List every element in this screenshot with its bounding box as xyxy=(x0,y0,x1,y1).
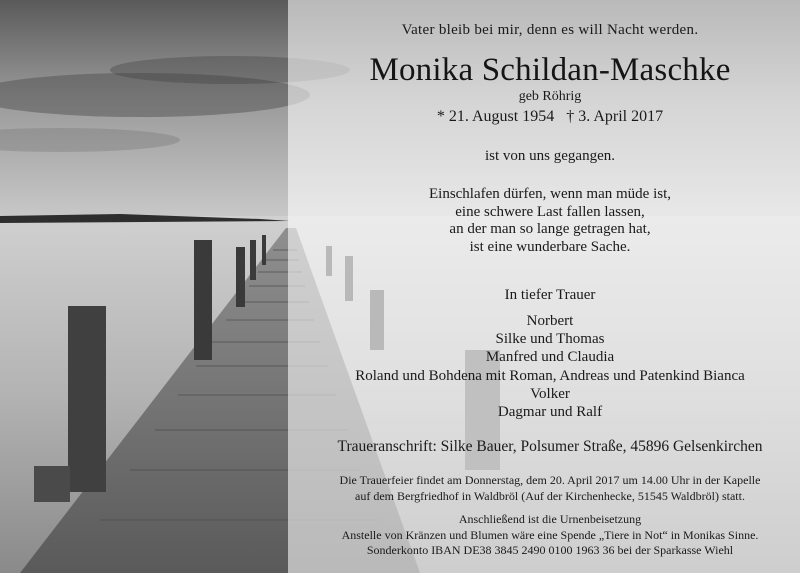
urn-donation-info xyxy=(300,512,800,559)
poem-line: an der man so lange getragen hat, xyxy=(449,221,651,237)
mourner-name: Norbert xyxy=(526,313,574,329)
mourner-name: Volker xyxy=(530,385,570,402)
mourners-list xyxy=(300,312,800,421)
bank-account-line: Sonderkonto IBAN DE38 3845 2490 0100 1963 36 bei der Sparkasse Wiehl xyxy=(366,543,734,557)
birth-name: geb Röhrig xyxy=(518,89,582,104)
obituary-text xyxy=(300,0,800,573)
funeral-line: auf dem Bergfriedhof in Waldbröl (Auf der Kirchenhecke, 51545 Waldbröl) statt. xyxy=(355,488,745,503)
poem-line: eine schwere Last fallen lassen, xyxy=(455,203,645,220)
mourner-name: Dagmar und Ralf xyxy=(497,404,603,421)
mourner-name: Manfred und Claudia xyxy=(485,349,615,366)
life-dates: * 21. August 1954 † 3. April 2017 xyxy=(436,108,664,125)
funeral-info xyxy=(300,473,800,504)
funeral-line: Die Trauerfeier findet am Donnerstag, dem 20. April 2017 um 14.00 Uhr in der Kapelle xyxy=(339,473,761,487)
poem-line: ist eine wunderbare Sache. xyxy=(469,238,631,255)
mourning-heading: In tiefer Trauer xyxy=(504,287,596,303)
donation-line: Anstelle von Kränzen und Blumen wäre eine Spende „Tiere in Not“ in Monikas Sinne. xyxy=(341,527,759,542)
mourner-name: Silke und Thomas xyxy=(495,331,605,348)
poem-line: Einschlafen dürfen, wenn man müde ist, xyxy=(428,186,671,202)
deceased-name: Monika Schildan-Maschke xyxy=(369,52,731,88)
condolence-address: Traueranschrift: Silke Bauer, Polsumer Straße, 45896 Gelsenkirchen xyxy=(337,438,763,455)
urn-line: Anschließend ist die Urnenbeisetzung xyxy=(458,512,642,526)
passed-away-text: ist von uns gegangen. xyxy=(485,148,615,164)
mourner-name: Roland und Bohdena mit Roman, Andreas und Patenkind Bianca xyxy=(355,367,745,384)
poem xyxy=(300,186,800,256)
motto: Vater bleib bei mir, denn es will Nacht werden. xyxy=(401,22,699,38)
